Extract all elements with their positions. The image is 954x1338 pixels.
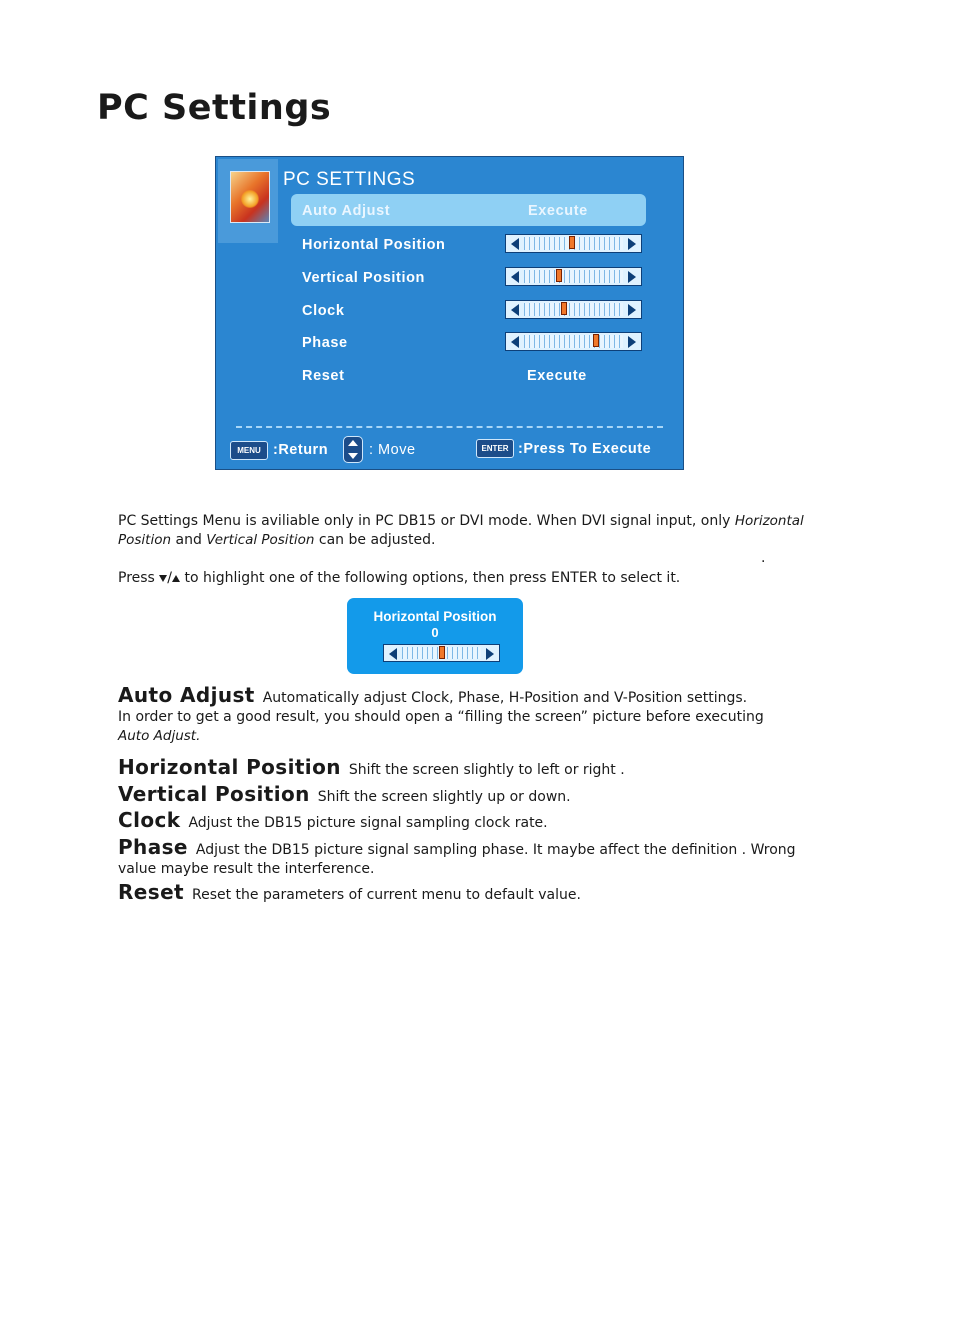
right-arrow-icon[interactable] <box>628 271 636 283</box>
popup-slider[interactable] <box>383 644 500 662</box>
def-reset <box>118 880 581 904</box>
slider-knob[interactable] <box>561 302 567 315</box>
def-term: Vertical Position <box>118 782 310 806</box>
intro-line-1 <box>118 512 804 531</box>
horizontal-position-popup <box>347 598 523 674</box>
slider-knob[interactable] <box>569 236 575 249</box>
def-horizontal-position <box>118 755 625 779</box>
osd-title: PC SETTINGS <box>283 169 416 190</box>
right-arrow-icon[interactable] <box>628 238 636 250</box>
right-arrow-icon[interactable] <box>486 648 494 660</box>
osd-row-value: Execute <box>527 368 587 384</box>
right-arrow-icon[interactable] <box>628 336 636 348</box>
osd-row-reset[interactable] <box>291 359 646 391</box>
page-title: PC Settings <box>97 88 332 128</box>
intro-text: can be adjusted. <box>314 532 436 548</box>
osd-row-label: Auto Adjust <box>302 203 391 219</box>
menu-key-icon[interactable]: MENU <box>230 441 268 460</box>
osd-row-label: Reset <box>302 368 345 384</box>
osd-row-label: Vertical Position <box>302 270 426 286</box>
picture-icon <box>230 171 270 223</box>
intro-line-2 <box>118 531 435 550</box>
def-vertical-position <box>118 782 571 806</box>
def-term: Horizontal Position <box>118 755 341 779</box>
phase-slider[interactable] <box>505 332 642 351</box>
press-instruction <box>118 569 680 588</box>
popup-value: 0 <box>431 625 439 640</box>
def-desc: Shift the screen slightly up or down. <box>317 789 571 805</box>
slider-knob[interactable] <box>593 334 599 347</box>
def-desc: Automatically adjust Clock, Phase, H-Position and V-Position settings. <box>262 690 748 706</box>
osd-row-label: Horizontal Position <box>302 237 446 253</box>
left-arrow-icon[interactable] <box>389 648 397 660</box>
osd-row-value: Execute <box>528 203 588 219</box>
osd-icon-panel <box>218 159 278 243</box>
slider-knob[interactable] <box>556 269 562 282</box>
osd-row-auto-adjust[interactable] <box>291 194 646 226</box>
execute-label: :Press To Execute <box>518 441 652 457</box>
popup-title: Horizontal Position <box>373 609 497 624</box>
vertical-position-slider[interactable] <box>505 267 642 286</box>
intro-text: and <box>171 532 207 548</box>
osd-row-label: Phase <box>302 335 348 351</box>
osd-row-label: Clock <box>302 303 345 319</box>
left-arrow-icon[interactable] <box>511 304 519 316</box>
osd-row-clock[interactable] <box>291 294 646 326</box>
def-desc: Shift the screen slightly to left or right . <box>348 762 625 778</box>
def-term: Phase <box>118 835 188 859</box>
return-label: :Return <box>273 442 329 458</box>
press-separator: / <box>167 570 173 586</box>
clock-slider[interactable] <box>505 300 642 319</box>
def-term: Auto Adjust <box>118 683 255 707</box>
left-arrow-icon[interactable] <box>511 238 519 250</box>
osd-row-vertical-position[interactable] <box>291 261 646 293</box>
up-down-key-icon[interactable] <box>343 436 363 463</box>
right-arrow-icon[interactable] <box>628 304 636 316</box>
horizontal-position-slider[interactable] <box>505 234 642 253</box>
def-term: Reset <box>118 880 184 904</box>
def-term: Clock <box>118 808 181 832</box>
enter-key-icon[interactable]: ENTER <box>476 439 514 458</box>
def-auto-adjust <box>118 683 747 707</box>
intro-italic: Position <box>118 532 172 548</box>
stray-dot: . <box>761 550 766 566</box>
osd-row-phase[interactable] <box>291 326 646 358</box>
intro-text: PC Settings Menu is aviliable only in PC DB15 or DVI mode. When DVI signal input, only <box>118 513 735 529</box>
intro-italic: Horizontal <box>734 513 804 529</box>
move-label: : Move <box>369 442 416 458</box>
def-desc: Adjust the DB15 picture signal sampling phase. It maybe affect the definition . Wrong <box>195 842 796 858</box>
press-text: to highlight one of the following options, then press ENTER to select it. <box>180 570 681 586</box>
intro-italic: Vertical Position <box>206 532 315 548</box>
def-desc: Adjust the DB15 picture signal sampling clock rate. <box>188 815 548 831</box>
slider-knob[interactable] <box>439 646 445 659</box>
phase-desc-line-2: value maybe result the interference. <box>118 861 375 877</box>
up-arrow-icon <box>172 575 180 582</box>
osd-divider <box>236 426 663 428</box>
def-clock <box>118 808 548 832</box>
osd-row-horizontal-position[interactable] <box>291 228 646 260</box>
auto-adjust-note-italic: Auto Adjust. <box>118 728 201 744</box>
left-arrow-icon[interactable] <box>511 271 519 283</box>
left-arrow-icon[interactable] <box>511 336 519 348</box>
def-desc: Reset the parameters of current menu to default value. <box>192 887 581 903</box>
def-phase <box>118 835 796 859</box>
auto-adjust-note: In order to get a good result, you should open a “filling the screen” picture before executing <box>118 709 764 725</box>
press-text: Press <box>118 570 160 586</box>
pc-settings-osd <box>215 156 684 470</box>
